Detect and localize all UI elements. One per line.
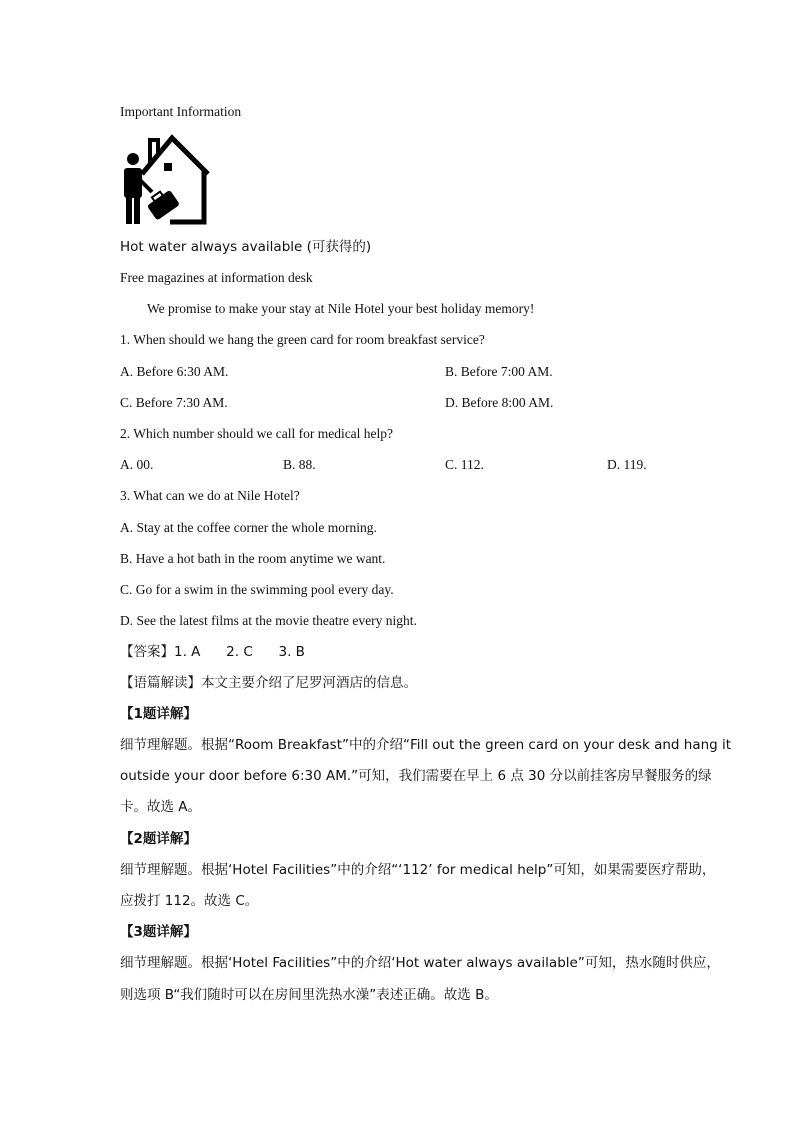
q3-explanation-line-1: 细节理解题。根据‘Hotel Facilities”中的介绍‘Hot water always available”可知，热水随时供应， <box>120 955 720 971</box>
question-2-option-c: C. 112. <box>445 457 484 472</box>
hotel-promise: We promise to make your stay at Nile Hotel your best holiday memory! <box>147 301 535 316</box>
q1-explanation-line-2: outside your door before 6:30 AM.”可知，我们需要在早上 6 点 30 分以前挂客房早餐服务的绿 <box>120 768 712 784</box>
question-2-option-b: B. 88. <box>283 457 316 472</box>
passage-summary: 【语篇解读】本文主要介绍了尼罗河酒店的信息。 <box>120 675 417 691</box>
question-1-option-d: D. Before 8:00 AM. <box>445 395 554 410</box>
q2-explanation-line-1: 细节理解题。根据‘Hotel Facilities”中的介绍“‘112’ for medical help”可知，如果需要医疗帮助， <box>120 862 716 878</box>
hotel-porter-luggage-icon <box>120 132 212 226</box>
question-3-option-c: C. Go for a swim in the swimming pool every day. <box>120 582 394 597</box>
question-2-stem: 2. Which number should we call for medical help? <box>120 426 394 441</box>
q3-explanation-heading: 【3题详解】 <box>120 924 197 940</box>
question-2-option-a: A. 00. <box>120 457 154 472</box>
q3-explanation-line-2: 则选项 B“我们随时可以在房间里洗热水澡”表述正确。故选 B。 <box>120 987 498 1003</box>
question-1-option-c: C. Before 7:30 AM. <box>120 395 228 410</box>
question-3-option-d: D. See the latest films at the movie theatre every night. <box>120 613 417 628</box>
question-1-stem: 1. When should we hang the green card for room breakfast service? <box>120 332 485 347</box>
q1-explanation-line-3: 卡。故选 A。 <box>120 799 202 815</box>
question-2-option-d: D. 119. <box>607 457 647 472</box>
q2-explanation-heading: 【2题详解】 <box>120 831 197 847</box>
question-1-option-b: B. Before 7:00 AM. <box>445 364 553 379</box>
question-3-stem: 3. What can we do at Nile Hotel? <box>120 488 300 503</box>
question-3-option-b: B. Have a hot bath in the room anytime we want. <box>120 551 386 566</box>
facility-hot-water: Hot water always available (可获得的) <box>120 239 372 255</box>
question-1-option-a: A. Before 6:30 AM. <box>120 364 229 379</box>
facility-magazines: Free magazines at information desk <box>120 270 313 285</box>
question-3-option-a: A. Stay at the coffee corner the whole morning. <box>120 520 377 535</box>
q2-explanation-line-2: 应拨打 112。故选 C。 <box>120 893 259 909</box>
q1-explanation-line-1: 细节理解题。根据“Room Breakfast”中的介绍“Fill out the green card on your desk and hang it <box>120 737 732 753</box>
answer-key: 【答案】1. A 2. C 3. B <box>120 644 305 660</box>
section-title: Important Information <box>120 104 242 119</box>
q1-explanation-heading: 【1题详解】 <box>120 706 197 722</box>
